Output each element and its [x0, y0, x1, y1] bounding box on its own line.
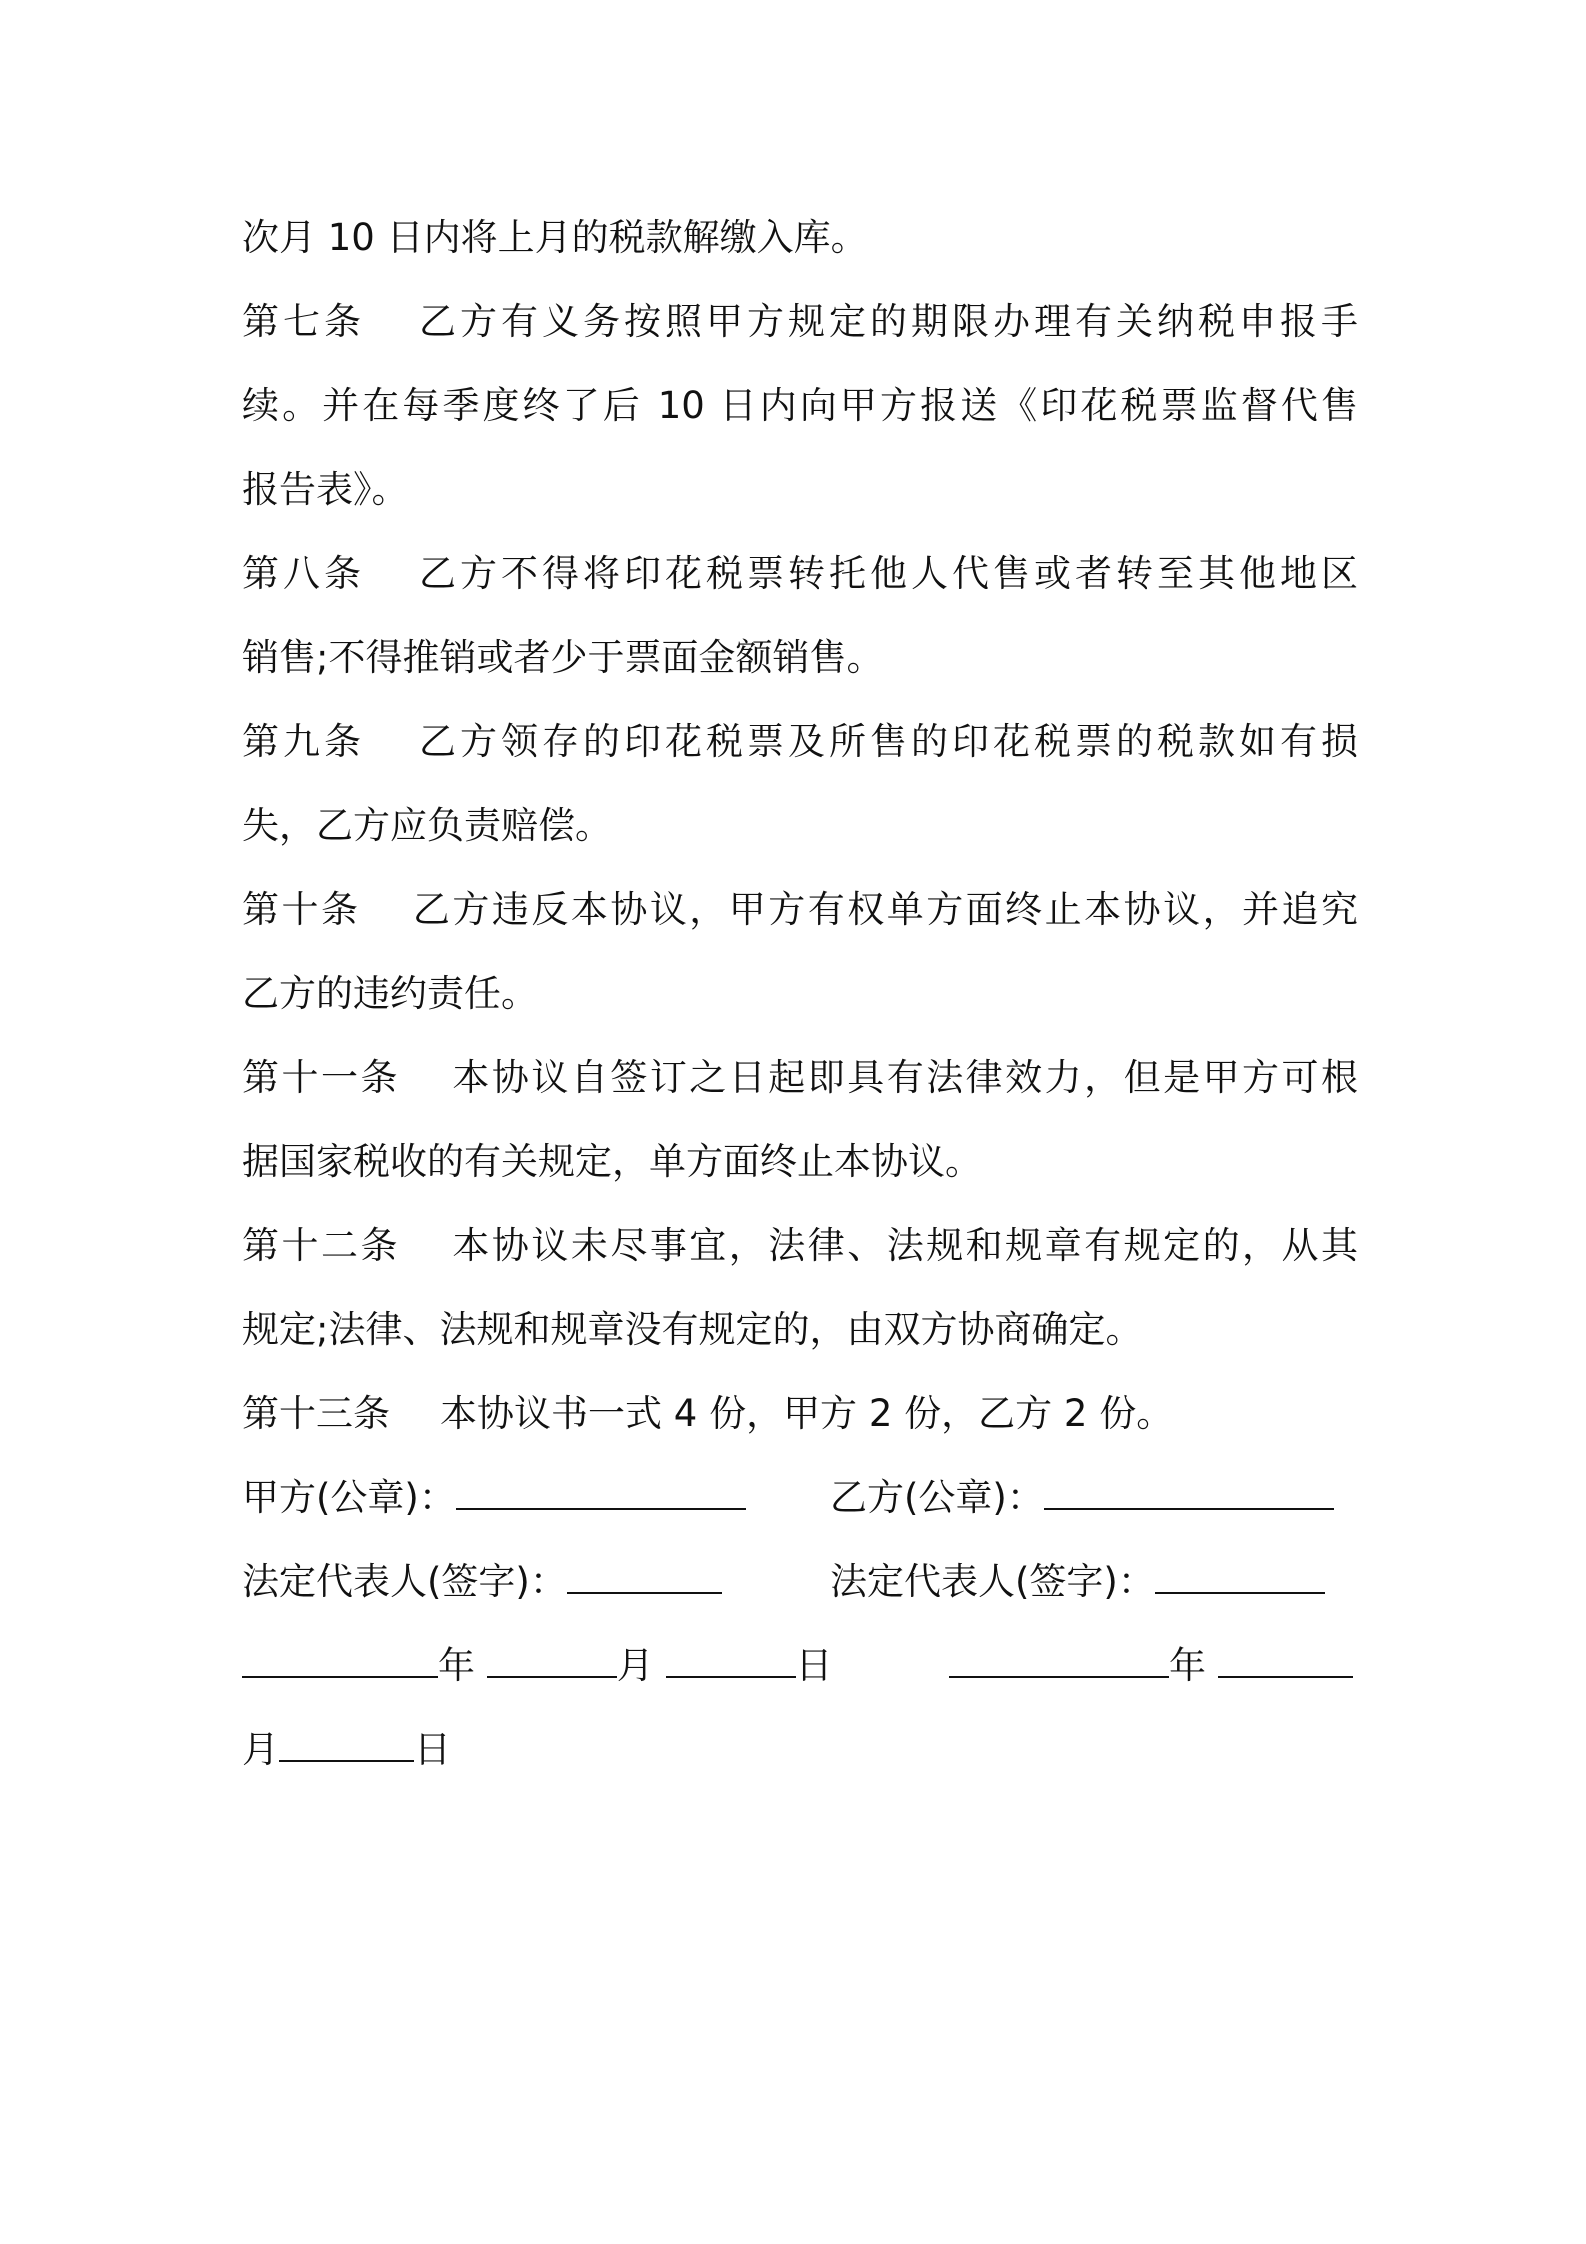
text-line: 据国家税收的有关规定，单方面终止本协议。 — [242, 1140, 982, 1183]
party-b-date-continued — [242, 1708, 451, 1792]
text-line: 规定;法律、法规和规章没有规定的，由双方协商确定。 — [242, 1308, 1143, 1351]
date-row-continued — [242, 1708, 1358, 1792]
party-a-seal-label: 甲方(公章)： — [242, 1476, 456, 1519]
party-b-rep-blank — [1155, 1558, 1325, 1594]
party-b-seal-blank — [1044, 1474, 1334, 1510]
article-label: 第十二条 — [242, 1224, 400, 1267]
article-label: 第九条 — [242, 720, 365, 763]
party-a-seal — [242, 1456, 746, 1540]
party-b-seal-label: 乙方(公章)： — [830, 1476, 1044, 1519]
date-row — [242, 1624, 1358, 1708]
day-label: 日 — [414, 1728, 451, 1771]
party-b-representative — [830, 1540, 1325, 1624]
article-9-line-1 — [242, 700, 1358, 784]
year-label: 年 — [1169, 1644, 1206, 1687]
party-b-rep-label: 法定代表人(签字)： — [830, 1560, 1155, 1603]
party-a-seal-blank — [456, 1474, 746, 1510]
text-line: 报告表》。 — [242, 468, 409, 511]
month-blank — [487, 1642, 617, 1678]
text-line: 失，乙方应负责赔偿。 — [242, 804, 612, 847]
article-label: 第十条 — [242, 888, 361, 931]
text-line: 续。并在每季度终了后 10 日内向甲方报送《印花税票监督代售 — [242, 384, 1358, 427]
article-label: 第八条 — [242, 552, 365, 595]
month-label: 月 — [242, 1728, 279, 1771]
year-label: 年 — [438, 1644, 475, 1687]
day-blank — [279, 1726, 414, 1762]
text-line: 乙方的违约责任。 — [242, 972, 538, 1015]
article-10-line-1 — [242, 868, 1358, 952]
article-text: 本协议未尽事宜，法律、法规和规章有规定的，从其 — [449, 1224, 1358, 1267]
article-7-line-1 — [242, 280, 1358, 364]
day-label: 日 — [795, 1644, 833, 1687]
document-body — [242, 196, 1358, 1792]
year-blank — [949, 1642, 1169, 1678]
article-text: 乙方不得将印花税票转托他人代售或者转至其他地区 — [415, 552, 1358, 595]
seal-row — [242, 1456, 1358, 1540]
party-a-representative — [242, 1540, 722, 1624]
month-blank — [1218, 1642, 1353, 1678]
article-text: 乙方领存的印花税票及所售的印花税票的税款如有损 — [415, 720, 1358, 763]
representative-row — [242, 1540, 1358, 1624]
article-12-line-1 — [242, 1204, 1358, 1288]
party-b-seal — [830, 1456, 1334, 1540]
article-8-line-1 — [242, 532, 1358, 616]
day-blank — [666, 1642, 796, 1678]
article-label: 第十三条 — [242, 1392, 390, 1435]
article-label: 第十一条 — [242, 1056, 400, 1099]
text-line: 次月 10 日内将上月的税款解缴入库。 — [242, 216, 868, 259]
month-label: 月 — [616, 1644, 654, 1687]
party-a-date — [242, 1624, 833, 1708]
article-11-line-1 — [242, 1036, 1358, 1120]
party-a-rep-blank — [567, 1558, 722, 1594]
article-text: 本协议自签订之日起即具有法律效力，但是甲方可根 — [449, 1056, 1358, 1099]
article-text: 乙方违反本协议，甲方有权单方面终止本协议，并追究 — [410, 888, 1358, 931]
article-text: 乙方有义务按照甲方规定的期限办理有关纳税申报手 — [415, 300, 1358, 343]
party-b-date — [949, 1624, 1353, 1708]
article-13-line-1 — [242, 1372, 1358, 1456]
article-text: 本协议书一式 4 份，甲方 2 份，乙方 2 份。 — [440, 1392, 1174, 1435]
text-line: 销售;不得推销或者少于票面金额销售。 — [242, 636, 884, 679]
party-a-rep-label: 法定代表人(签字)： — [242, 1560, 567, 1603]
article-label: 第七条 — [242, 300, 365, 343]
year-blank — [242, 1642, 438, 1678]
